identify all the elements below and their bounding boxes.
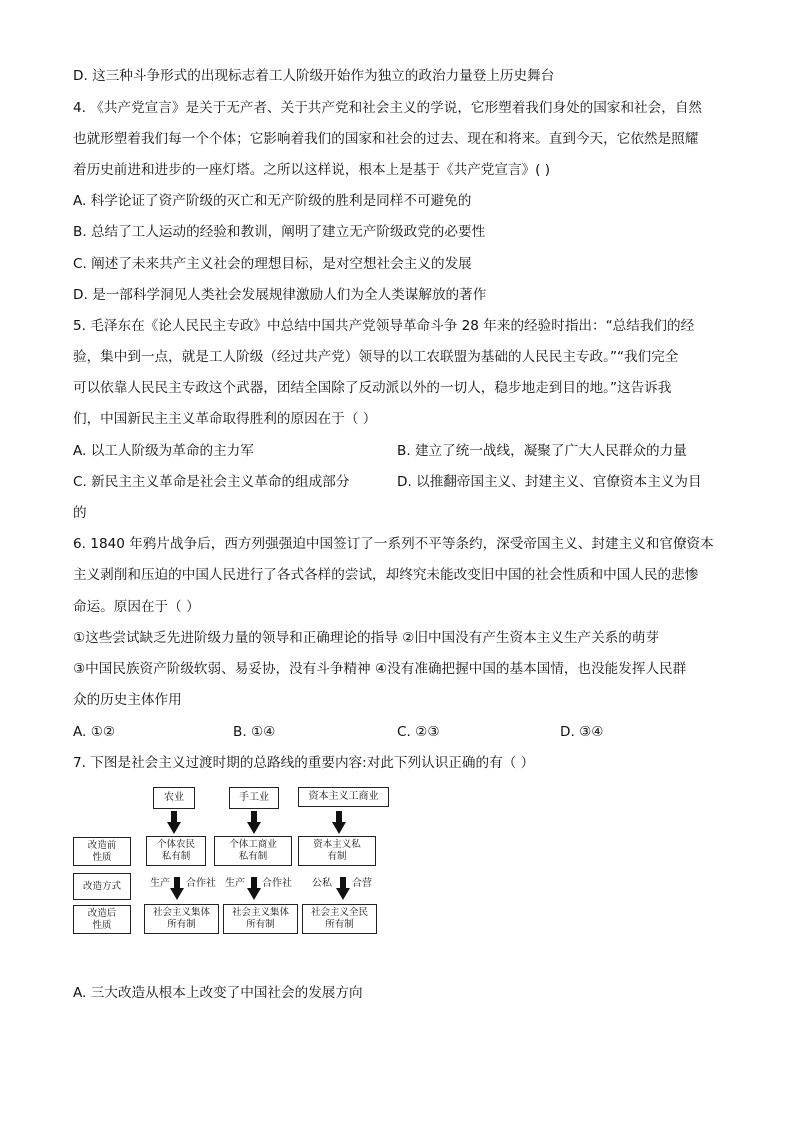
diagram-before-agriculture: 个体农民私有制 — [146, 836, 206, 866]
diagram-before-capitalist: 资本主义私有制 — [298, 836, 376, 866]
q6-option-b: B. ①④ — [233, 724, 276, 740]
q6-stem-line-2: 主义剥削和压迫的中国人民进行了各式各样的尝试，却终究未能改变旧中国的社会性质和中国人民的悲惨 — [73, 567, 699, 583]
method-label-right: 合作社 — [186, 878, 216, 889]
q4-stem-line-1: 4. 《共产党宣言》是关于无产者、关于共产党和社会主义的学说，它形塑着我们身处的国家和社会，自然 — [73, 100, 703, 116]
q5-option-b: B. 建立了统一战线，凝聚了广大人民群众的力量 — [397, 443, 687, 459]
q4-option-b: B. 总结了工人运动的经验和教训，阐明了建立无产阶级政党的必要性 — [73, 224, 486, 240]
q6-statement-3-4: ③中国民族资产阶级软弱、易妥协，没有斗争精神 ④没有准确把握中国的基本国情，也没能发挥人民群 — [73, 661, 687, 677]
q4-stem-line-2: 也就形塑着我们每一个个体；它影响着我们的国家和社会的过去、现在和将来。直到今天，它依然是照耀 — [73, 131, 699, 147]
q4-option-d: D. 是一部科学洞见人类社会发展规律激励人们为全人类谋解放的著作 — [73, 287, 487, 303]
q6-option-a: A. ①② — [73, 724, 116, 740]
q5-option-d-wrap: 的 — [73, 505, 87, 521]
q5-stem-line-4: 们，中国新民主主义革命取得胜利的原因在于（ ） — [73, 411, 377, 427]
q4-option-a: A. 科学论证了资产阶级的灭亡和无产阶级的胜利是同样不可避免的 — [73, 193, 472, 209]
q6-option-c: C. ②③ — [397, 724, 440, 740]
q6-stem-line-1: 6. 1840 年鸦片战争后，西方列强强迫中国签订了一系列不平等条约，深受帝国主义、封建主义和官僚资本 — [73, 536, 714, 552]
method-label-left: 公私 — [312, 878, 332, 889]
diagram-after-capitalist: 社会主义全民所有制 — [302, 904, 377, 934]
diagram-top-handicraft: 手工业 — [229, 787, 279, 809]
method-label-left: 生产 — [225, 878, 245, 889]
q5-stem-line-2: 验，集中到一点，就是工人阶级（经过共产党）领导的以工农联盟为基础的人民民主专政。”“我们完全 — [73, 349, 679, 365]
diagram-top-capitalist-industry: 资本主义工商业 — [298, 787, 389, 807]
q7-option-a: A. 三大改造从根本上改变了中国社会的发展方向 — [73, 985, 363, 1001]
row-label-after: 改造后性质 — [73, 905, 131, 934]
q5-option-d: D. 以推翻帝国主义、封建主义、官僚资本主义为目 — [397, 474, 702, 490]
q7-stem: 7. 下图是社会主义过渡时期的总路线的重要内容:对此下列认识正确的有（ ） — [73, 755, 535, 771]
arrow-down-icon — [247, 877, 261, 901]
diagram-before-handicraft: 个体工商业私有制 — [214, 836, 292, 866]
q6-option-d: D. ③④ — [560, 724, 604, 740]
q5-stem-line-1: 5. 毛泽东在《论人民民主专政》中总结中国共产党领导革命斗争 28 年来的经验时指出：“总结我们的经 — [73, 318, 695, 334]
q3-option-d: D. 这三种斗争形式的出现标志着工人阶级开始作为独立的政治力量登上历史舞台 — [73, 68, 555, 84]
method-label-left: 生产 — [150, 878, 170, 889]
q5-stem-line-3: 可以依靠人民民主专政这个武器，团结全国除了反动派以外的一切人，稳步地走到目的地。”这告诉我 — [73, 380, 672, 396]
row-label-before: 改造前性质 — [73, 837, 131, 866]
q6-statement-4-wrap: 众的历史主体作用 — [73, 692, 182, 708]
q6-stem-line-3: 命运。原因在于（ ） — [73, 599, 200, 615]
row-label-method: 改造方式 — [73, 873, 131, 900]
q5-option-c: C. 新民主主义革命是社会主义革命的组成部分 — [73, 474, 350, 490]
arrow-down-icon — [247, 811, 261, 835]
diagram-after-agriculture: 社会主义集体所有制 — [144, 904, 219, 934]
arrow-down-icon — [170, 877, 184, 901]
method-label-right: 合营 — [352, 878, 372, 889]
arrow-down-icon — [167, 811, 181, 835]
q4-option-c: C. 阐述了未来共产主义社会的理想目标，是对空想社会主义的发展 — [73, 256, 472, 272]
arrow-down-icon — [336, 877, 350, 901]
diagram-top-agriculture: 农业 — [153, 787, 195, 809]
q5-option-a: A. 以工人阶级为革命的主力军 — [73, 443, 254, 459]
method-label-right: 合作社 — [262, 878, 292, 889]
q6-statement-1-2: ①这些尝试缺乏先进阶级力量的领导和正确理论的指导 ②旧中国没有产生资本主义生产关系的萌芽 — [73, 630, 660, 646]
arrow-down-icon — [332, 811, 346, 835]
q4-stem-line-3: 着历史前进和进步的一座灯塔。之所以这样说，根本上是基于《共产党宣言》( ) — [73, 162, 551, 178]
diagram-after-handicraft: 社会主义集体所有制 — [223, 904, 298, 934]
